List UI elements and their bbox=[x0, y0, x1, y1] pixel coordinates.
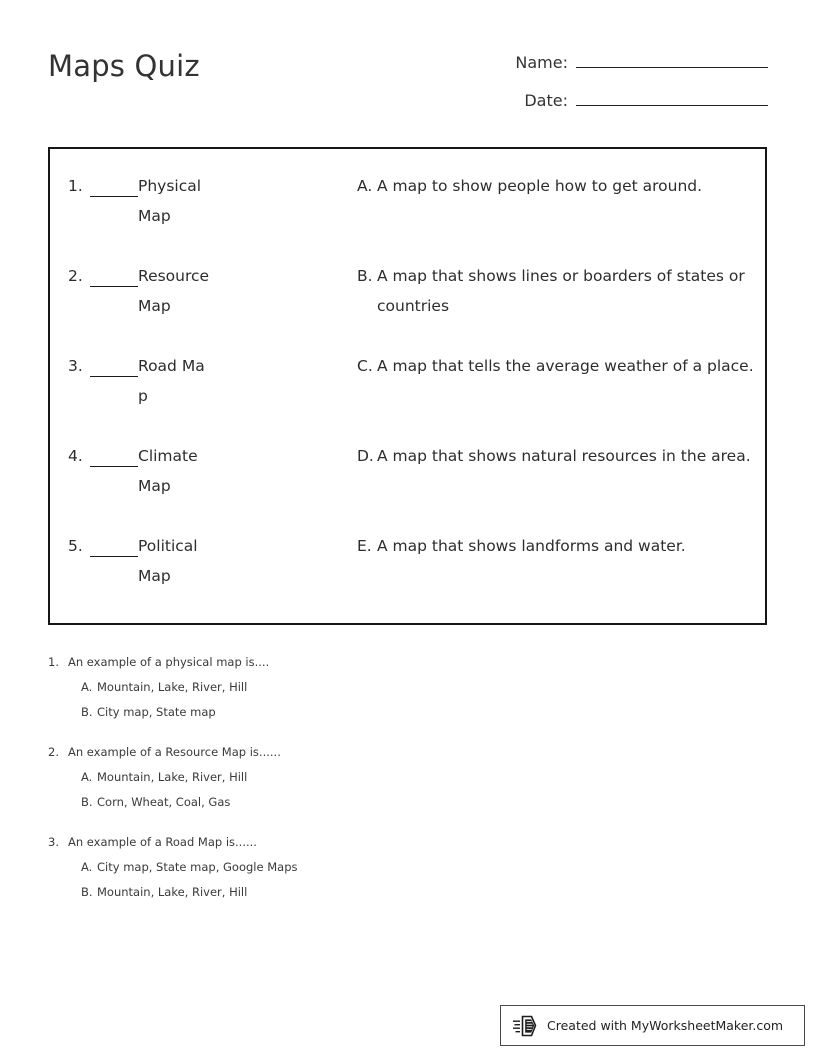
choice-letter: B. bbox=[81, 705, 93, 719]
question-choice[interactable] bbox=[48, 767, 767, 788]
date-field-input[interactable] bbox=[576, 86, 768, 106]
question-stem bbox=[48, 652, 767, 673]
matching-inner bbox=[50, 149, 765, 623]
choice-text: Mountain, Lake, River, Hill bbox=[97, 770, 248, 784]
matching-term-label: Physical Map bbox=[138, 177, 202, 225]
created-with-badge[interactable] bbox=[500, 1005, 805, 1046]
choice-text: Corn, Wheat, Coal, Gas bbox=[97, 795, 231, 809]
matching-answer-blank[interactable] bbox=[90, 441, 138, 467]
question-text: An example of a Road Map is...... bbox=[68, 835, 257, 849]
date-field-row bbox=[478, 86, 768, 124]
matching-term-row bbox=[68, 441, 355, 531]
matching-definition-row bbox=[357, 171, 765, 261]
choice-text: Mountain, Lake, River, Hill bbox=[97, 885, 248, 899]
created-with-badge-text: Created with MyWorksheetMaker.com bbox=[547, 1017, 784, 1033]
matching-answer-blank[interactable] bbox=[90, 531, 138, 557]
question-choice[interactable] bbox=[48, 677, 767, 698]
matching-definition-letter: D. bbox=[357, 447, 374, 465]
multiple-choice-section bbox=[48, 652, 767, 903]
name-field-input[interactable] bbox=[576, 48, 768, 68]
matching-term-row bbox=[68, 171, 355, 261]
matching-term-number: 2. bbox=[68, 267, 83, 285]
matching-definition-row bbox=[357, 261, 765, 351]
name-field-row bbox=[478, 48, 768, 86]
matching-term-row bbox=[68, 261, 355, 351]
question-text: An example of a physical map is.... bbox=[68, 655, 270, 669]
choice-letter: B. bbox=[81, 795, 93, 809]
matching-definition-row bbox=[357, 531, 765, 621]
question-choice[interactable] bbox=[48, 882, 767, 903]
date-field-label: Date: bbox=[524, 91, 568, 110]
matching-definition-text: A map that shows lines or boarders of states or countries bbox=[377, 267, 745, 315]
question-block bbox=[48, 742, 767, 813]
matching-definition-letter: C. bbox=[357, 357, 373, 375]
matching-term-label: Road Map bbox=[138, 357, 205, 405]
matching-term-number: 4. bbox=[68, 447, 83, 465]
matching-term-number: 1. bbox=[68, 177, 83, 195]
matching-columns bbox=[50, 171, 765, 621]
question-text: An example of a Resource Map is...... bbox=[68, 745, 281, 759]
worksheet-header bbox=[48, 44, 768, 130]
matching-definition-text: A map that tells the average weather of a place. bbox=[377, 357, 754, 375]
matching-answer-blank[interactable] bbox=[90, 261, 138, 287]
matching-definition-letter: A. bbox=[357, 177, 373, 195]
question-stem bbox=[48, 742, 767, 763]
choice-letter: A. bbox=[81, 770, 93, 784]
matching-term-label: Resource Map bbox=[138, 267, 210, 315]
matching-definition-text: A map to show people how to get around. bbox=[377, 177, 703, 195]
choice-text: City map, State map bbox=[97, 705, 216, 719]
matching-definition-text: A map that shows natural resources in the area. bbox=[377, 447, 751, 465]
matching-definition-letter: E. bbox=[357, 537, 372, 555]
matching-term-label: Political Map bbox=[138, 537, 198, 585]
matching-term-row bbox=[68, 351, 355, 441]
question-choice[interactable] bbox=[48, 702, 767, 723]
matching-term-row bbox=[68, 531, 355, 621]
student-info-fields bbox=[478, 48, 768, 124]
matching-terms-column bbox=[50, 171, 355, 621]
matching-exercise-box bbox=[48, 147, 767, 625]
question-choice[interactable] bbox=[48, 857, 767, 878]
matching-definition-row bbox=[357, 351, 765, 441]
matching-definition-text: A map that shows landforms and water. bbox=[377, 537, 686, 555]
page-title: Maps Quiz bbox=[48, 49, 200, 83]
matching-answer-blank[interactable] bbox=[90, 351, 138, 377]
matching-definition-row bbox=[357, 441, 765, 531]
matching-term-label: Climate Map bbox=[138, 447, 198, 495]
question-stem bbox=[48, 832, 767, 853]
choice-letter: B. bbox=[81, 885, 93, 899]
choice-letter: A. bbox=[81, 860, 93, 874]
worksheet-maker-logo-icon bbox=[513, 1014, 539, 1038]
question-block bbox=[48, 652, 767, 723]
matching-answer-blank[interactable] bbox=[90, 171, 138, 197]
question-block bbox=[48, 832, 767, 903]
matching-definition-letter: B. bbox=[357, 267, 373, 285]
question-number: 1. bbox=[48, 655, 59, 669]
question-number: 2. bbox=[48, 745, 59, 759]
question-choice[interactable] bbox=[48, 792, 767, 813]
choice-text: City map, State map, Google Maps bbox=[97, 860, 298, 874]
name-field-label: Name: bbox=[515, 53, 568, 72]
matching-term-number: 3. bbox=[68, 357, 83, 375]
matching-definitions-column bbox=[355, 171, 765, 621]
matching-term-number: 5. bbox=[68, 537, 83, 555]
choice-letter: A. bbox=[81, 680, 93, 694]
choice-text: Mountain, Lake, River, Hill bbox=[97, 680, 248, 694]
question-number: 3. bbox=[48, 835, 59, 849]
